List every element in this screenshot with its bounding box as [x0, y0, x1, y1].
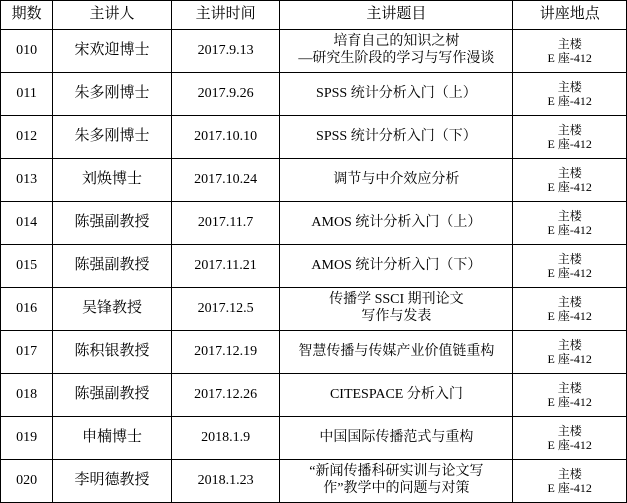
venue-line: E 座-412 [547, 481, 592, 495]
table-row [1, 374, 627, 417]
cell-number: 010 [1, 30, 53, 73]
cell-topic [280, 73, 513, 116]
venue-line: 主楼 [557, 251, 582, 266]
cell-topic [280, 460, 513, 503]
venue-line: 主楼 [557, 294, 582, 309]
cell-speaker: 陈强副教授 [53, 374, 172, 417]
column-header-host: 主讲人 [53, 1, 172, 30]
cell-topic [280, 245, 513, 288]
cell-venue [513, 417, 627, 460]
topic-line: CITESPACE 分析入门 [329, 386, 463, 402]
cell-date: 2018.1.23 [171, 460, 280, 503]
table-row [1, 331, 627, 374]
table-row [1, 245, 627, 288]
table-header [1, 1, 627, 30]
topic-line: 培育自己的知识之树 [333, 34, 460, 50]
cell-date: 2017.12.5 [171, 288, 280, 331]
table-body [1, 30, 627, 503]
table-row [1, 159, 627, 202]
cell-date: 2017.12.19 [171, 331, 280, 374]
venue-line: E 座-412 [547, 309, 592, 323]
cell-number: 013 [1, 159, 53, 202]
cell-number: 014 [1, 202, 53, 245]
topic-line: AMOS 统计分析入门（上） [311, 214, 482, 230]
topic-line: 智慧传播与传媒产业价值链重构 [298, 343, 495, 359]
cell-number: 016 [1, 288, 53, 331]
cell-venue [513, 245, 627, 288]
cell-speaker: 陈积银教授 [53, 331, 172, 374]
topic-line: 传播学 SSCI 期刊论文 [329, 292, 464, 308]
cell-topic [280, 116, 513, 159]
table-header-row [1, 1, 627, 30]
cell-venue [513, 288, 627, 331]
venue-line: E 座-412 [547, 352, 592, 366]
venue-line: 主楼 [557, 380, 582, 395]
cell-venue [513, 159, 627, 202]
cell-topic [280, 202, 513, 245]
venue-line: 主楼 [557, 337, 582, 352]
topic-line: —研究生阶段的学习与写作漫谈 [298, 51, 495, 66]
venue-line: E 座-412 [547, 94, 592, 108]
topic-line: AMOS 统计分析入门（下） [311, 257, 482, 273]
cell-venue [513, 460, 627, 503]
cell-date: 2017.10.24 [171, 159, 280, 202]
cell-topic [280, 159, 513, 202]
cell-topic [280, 331, 513, 374]
venue-line: 主楼 [557, 165, 582, 180]
venue-line: 主楼 [557, 208, 582, 223]
venue-line: E 座-412 [547, 395, 592, 409]
venue-line: 主楼 [557, 423, 582, 438]
venue-line: E 座-412 [547, 180, 592, 194]
topic-line: 作”教学中的问题与对策 [323, 481, 470, 496]
venue-line: 主楼 [557, 122, 582, 137]
cell-speaker: 陈强副教授 [53, 202, 172, 245]
venue-line: E 座-412 [547, 438, 592, 452]
table-row [1, 417, 627, 460]
column-header-place: 讲座地点 [513, 1, 627, 30]
column-header-no: 期数 [1, 1, 53, 30]
cell-speaker: 宋欢迎博士 [53, 30, 172, 73]
topic-line: “新闻传播科研实训与论文写 [309, 464, 484, 480]
venue-line: E 座-412 [547, 51, 592, 65]
cell-venue [513, 331, 627, 374]
topic-line: SPSS 统计分析入门（上） [316, 85, 477, 101]
topic-line: 写作与发表 [361, 309, 432, 324]
venue-line: E 座-412 [547, 266, 592, 280]
cell-venue [513, 73, 627, 116]
column-header-time: 主讲时间 [171, 1, 280, 30]
table-row [1, 288, 627, 331]
cell-speaker: 李明德教授 [53, 460, 172, 503]
venue-line: 主楼 [557, 466, 582, 481]
cell-venue [513, 116, 627, 159]
cell-date: 2017.10.10 [171, 116, 280, 159]
cell-speaker: 刘焕博士 [53, 159, 172, 202]
cell-topic [280, 30, 513, 73]
cell-venue [513, 30, 627, 73]
venue-line: E 座-412 [547, 137, 592, 151]
cell-number: 011 [1, 73, 53, 116]
cell-date: 2017.11.21 [171, 245, 280, 288]
cell-number: 018 [1, 374, 53, 417]
cell-speaker: 朱多刚博士 [53, 116, 172, 159]
column-header-topic: 主讲题目 [280, 1, 513, 30]
venue-line: 主楼 [557, 79, 582, 94]
cell-topic [280, 374, 513, 417]
table-row [1, 460, 627, 503]
cell-number: 015 [1, 245, 53, 288]
topic-line: 中国国际传播范式与重构 [319, 429, 474, 445]
cell-venue [513, 374, 627, 417]
cell-speaker: 申楠博士 [53, 417, 172, 460]
cell-speaker: 朱多刚博士 [53, 73, 172, 116]
topic-line: SPSS 统计分析入门（下） [316, 128, 477, 144]
cell-date: 2017.11.7 [171, 202, 280, 245]
cell-number: 019 [1, 417, 53, 460]
cell-speaker: 陈强副教授 [53, 245, 172, 288]
cell-topic [280, 288, 513, 331]
cell-topic [280, 417, 513, 460]
cell-date: 2017.9.13 [171, 30, 280, 73]
cell-number: 012 [1, 116, 53, 159]
cell-number: 020 [1, 460, 53, 503]
table-row [1, 73, 627, 116]
table-row [1, 116, 627, 159]
table-row [1, 30, 627, 73]
cell-date: 2017.9.26 [171, 73, 280, 116]
table-row [1, 202, 627, 245]
venue-line: E 座-412 [547, 223, 592, 237]
venue-line: 主楼 [557, 36, 582, 51]
cell-date: 2017.12.26 [171, 374, 280, 417]
topic-line: 调节与中介效应分析 [333, 171, 460, 187]
cell-speaker: 吴锋教授 [53, 288, 172, 331]
cell-venue [513, 202, 627, 245]
cell-number: 017 [1, 331, 53, 374]
cell-date: 2018.1.9 [171, 417, 280, 460]
